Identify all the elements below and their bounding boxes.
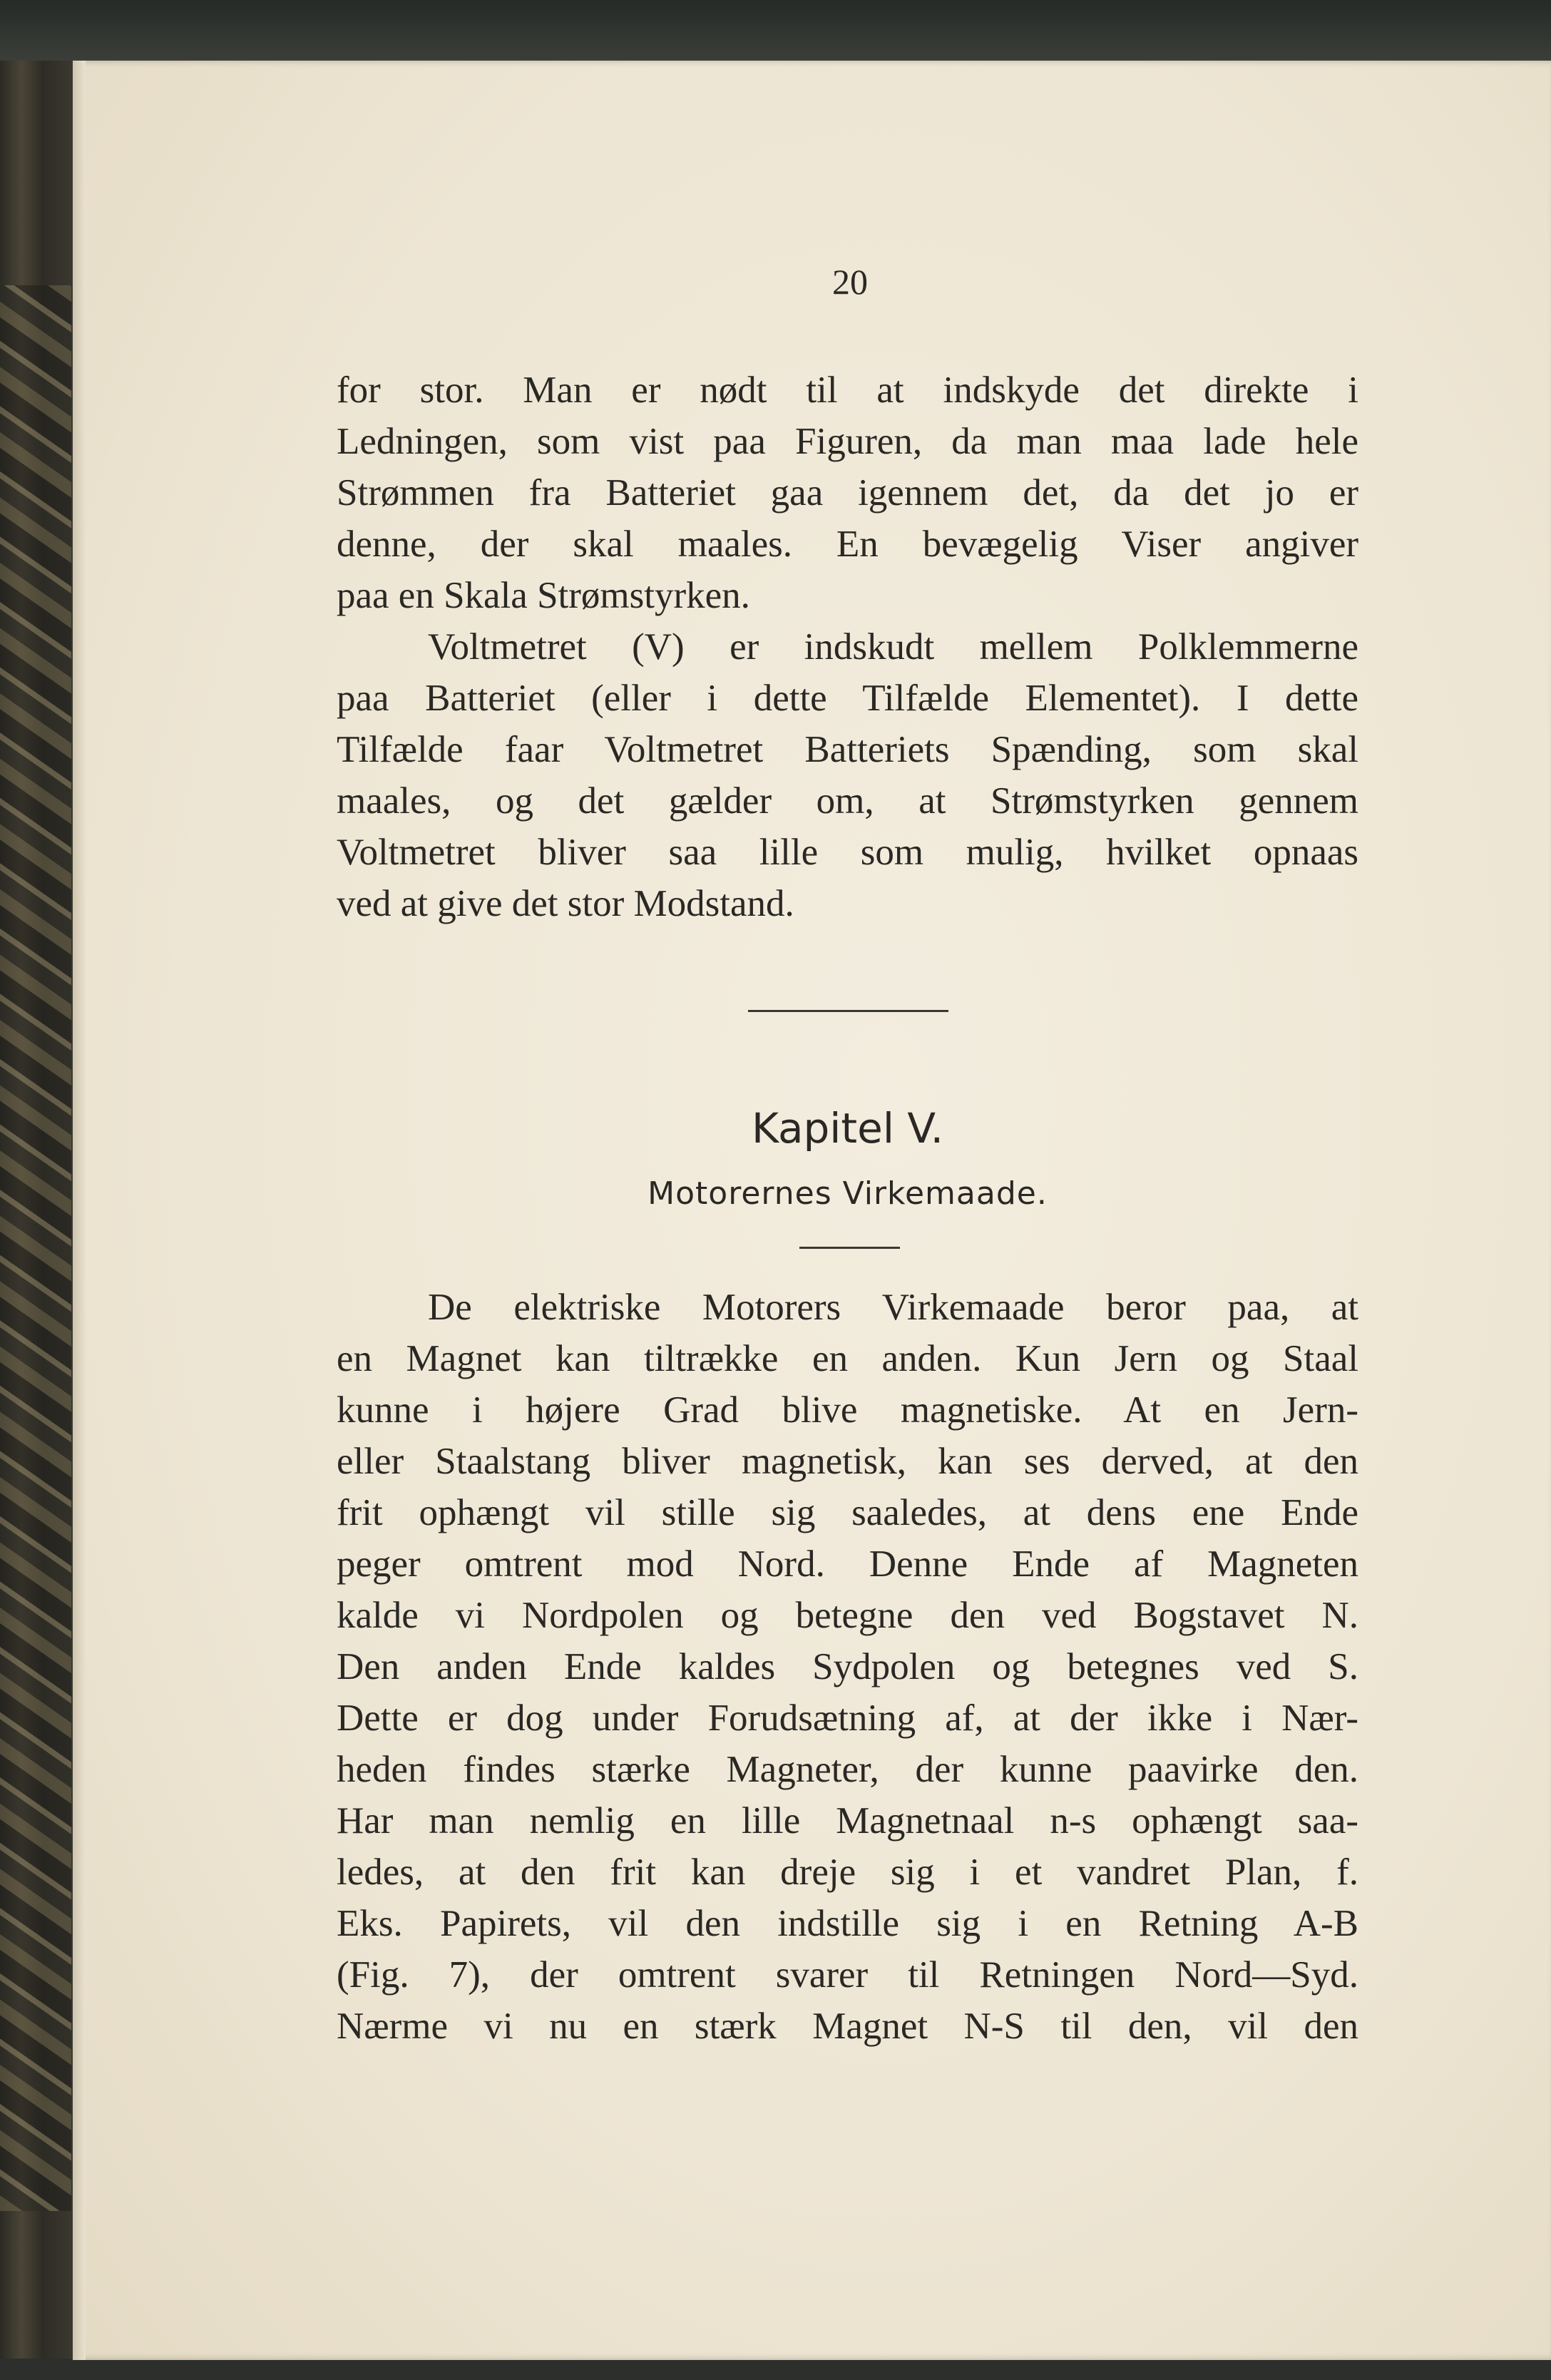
book-cover-bottom bbox=[0, 2359, 1551, 2380]
marbled-endpaper bbox=[0, 285, 71, 2211]
text-line: kalde vi Nordpolen og betegne den ved Bogstavet N. bbox=[337, 1595, 1358, 1636]
text-line: en Magnet kan tiltrække en anden. Kun Jern og Staal bbox=[337, 1338, 1358, 1379]
chapter-title: Kapitel V. bbox=[751, 1104, 944, 1153]
text-line: Den anden Ende kaldes Sydpolen og betegnes ved S. bbox=[337, 1646, 1358, 1687]
text-line: frit ophængt vil stille sig saaledes, at dens ene Ende bbox=[337, 1492, 1358, 1533]
text-line: (Fig. 7), der omtrent svarer til Retningen Nord—Syd. bbox=[337, 1954, 1358, 1996]
section-divider bbox=[748, 1010, 948, 1012]
text-line: Strømmen fra Batteriet gaa igennem det, da det jo er bbox=[337, 472, 1358, 514]
text-line: heden findes stærke Magneter, der kunne paavirke den. bbox=[337, 1749, 1358, 1790]
paragraph-1 bbox=[337, 364, 1358, 621]
text-line: kunne i højere Grad blive magnetiske. At en Jern- bbox=[337, 1389, 1358, 1431]
text-line: paa Batteriet (eller i dette Tilfælde Elementet). I dette bbox=[337, 678, 1358, 719]
text-line: maales, og det gælder om, at Strømstyrken gennem bbox=[337, 780, 1358, 822]
text-line: Voltmetret bliver saa lille som mulig, hvilket opnaas bbox=[337, 832, 1358, 873]
text-line: paa en Skala Strømstyrken. bbox=[337, 575, 750, 616]
text-line: ledes, at den frit kan dreje sig i et vandret Plan, f. bbox=[337, 1852, 1358, 1893]
text-line: for stor. Man er nødt til at indskyde det direkte i bbox=[337, 369, 1358, 411]
page-number: 20 bbox=[832, 262, 868, 302]
text-line: Nærme vi nu en stærk Magnet N-S til den, vil den bbox=[337, 2006, 1358, 2047]
text-line: Dette er dog under Forudsætning af, at der ikke i Nær- bbox=[337, 1697, 1358, 1739]
text-line: Tilfælde faar Voltmetret Batteriets Spænding, som skal bbox=[337, 729, 1358, 770]
heading-divider bbox=[799, 1247, 900, 1249]
text-line: Voltmetret (V) er indskudt mellem Polklemmerne bbox=[428, 626, 1358, 668]
text-line: eller Staalstang bliver magnetisk, kan ses derved, at den bbox=[337, 1441, 1358, 1482]
text-line: Har man nemlig en lille Magnetnaal n-s ophængt saa- bbox=[337, 1800, 1358, 1842]
text-line: De elektriske Motorers Virkemaade beror paa, at bbox=[428, 1287, 1358, 1328]
text-line: denne, der skal maales. En bevægelig Viser angiver bbox=[337, 524, 1358, 565]
text-line: Ledningen, som vist paa Figuren, da man maa lade hele bbox=[337, 421, 1358, 462]
text-line: ved at give det stor Modstand. bbox=[337, 883, 794, 924]
page-gutter bbox=[73, 61, 86, 2360]
paragraph-3 bbox=[337, 1282, 1358, 2052]
text-line: peger omtrent mod Nord. Denne Ende af Magneten bbox=[337, 1543, 1358, 1585]
text-line: Eks. Papirets, vil den indstille sig i en Retning A-B bbox=[337, 1903, 1358, 1944]
paragraph-2 bbox=[337, 621, 1358, 929]
chapter-subtitle: Motorernes Virkemaade. bbox=[647, 1175, 1048, 1212]
book-cover-top bbox=[0, 0, 1551, 61]
